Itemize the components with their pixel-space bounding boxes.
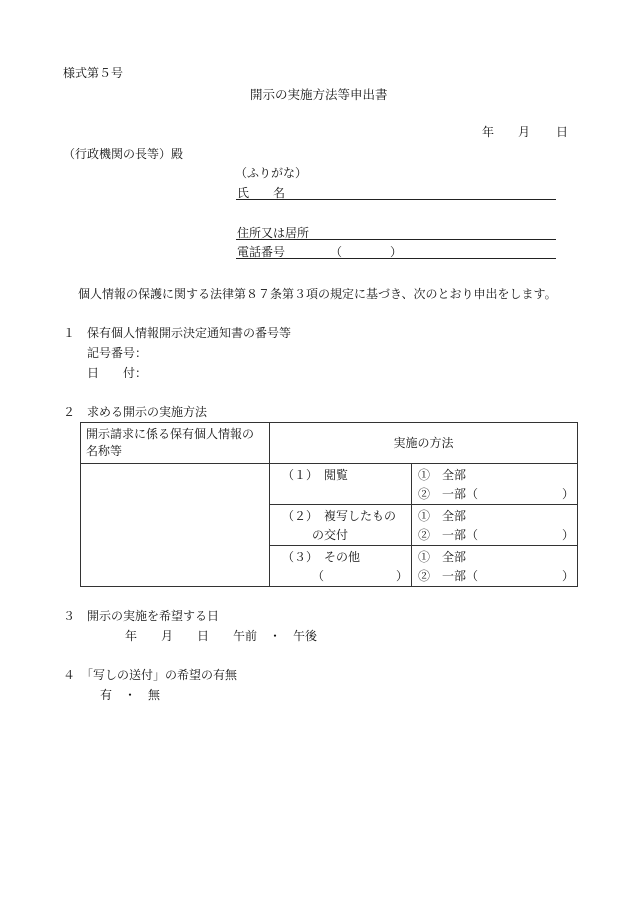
method-other-label: （３） その他 <box>282 550 361 564</box>
preferred-date-line[interactable]: 年 月 日 午前 ・ 午後 <box>125 629 318 643</box>
name-label: 氏 名 <box>237 186 286 200</box>
method-other-paren[interactable]: （ ） <box>312 569 409 583</box>
phone-field-line[interactable] <box>236 258 556 259</box>
info-name-cell[interactable] <box>81 464 270 587</box>
other-all-option[interactable]: ① 全部 <box>418 550 467 564</box>
name-field-line[interactable] <box>236 199 556 200</box>
form-number: 様式第５号 <box>63 66 124 80</box>
method-copy-cell <box>270 505 412 546</box>
method-copy-label: （２） 複写したもの <box>282 509 397 523</box>
info-name-header <box>81 423 270 464</box>
date-day-label: 日 <box>556 125 569 139</box>
address-label: 住所又は居所 <box>237 226 310 240</box>
section3-heading: ３ 開示の実施を希望する日 <box>63 609 220 623</box>
section1-heading: １ 保有個人情報開示決定通知書の番号等 <box>63 326 292 340</box>
intro-text: 個人情報の保護に関する法律第８７条第３項の規定に基づき、次のとおり申出をします。 <box>78 287 557 301</box>
form-title: 開示の実施方法等申出書 <box>250 87 388 102</box>
date-label: 日 付： <box>87 366 148 380</box>
method-other-cell <box>270 546 412 587</box>
number-label: 記号番号： <box>87 346 148 360</box>
section4-heading: ４ 「写しの送付」の希望の有無 <box>63 668 238 682</box>
method-header: 実施の方法 <box>270 423 578 464</box>
method-copy-label-2: の交付 <box>312 528 349 542</box>
other-part-option[interactable]: ② 一部（ ） <box>418 569 575 583</box>
section2-heading: ２ 求める開示の実施方法 <box>63 405 208 419</box>
view-options-cell <box>412 464 578 505</box>
phone-paren: （ ） <box>330 245 403 259</box>
addressee: （行政機関の長等）殿 <box>63 147 184 161</box>
other-options-cell <box>412 546 578 587</box>
phone-label: 電話番号 <box>237 245 286 259</box>
method-view-label: （１） 閲覧 <box>282 468 349 482</box>
copy-all-option[interactable]: ① 全部 <box>418 509 467 523</box>
copy-options-cell <box>412 505 578 546</box>
method-view-cell <box>270 464 412 505</box>
address-field-line[interactable] <box>236 239 556 240</box>
methods-table <box>80 422 578 587</box>
view-all-option[interactable]: ① 全部 <box>418 468 467 482</box>
copy-part-option[interactable]: ② 一部（ ） <box>418 528 575 542</box>
date-month-label: 月 <box>518 125 531 139</box>
view-part-option[interactable]: ② 一部（ ） <box>418 487 575 501</box>
furigana-label: （ふりがな） <box>235 166 308 180</box>
info-name-header-line1: 開示請求に係る保有個人情報の <box>86 427 255 441</box>
info-name-header-line2: 名称等 <box>86 444 123 458</box>
mailing-preference-options[interactable]: 有 ・ 無 <box>100 688 161 702</box>
date-year-label: 年 <box>482 125 495 139</box>
